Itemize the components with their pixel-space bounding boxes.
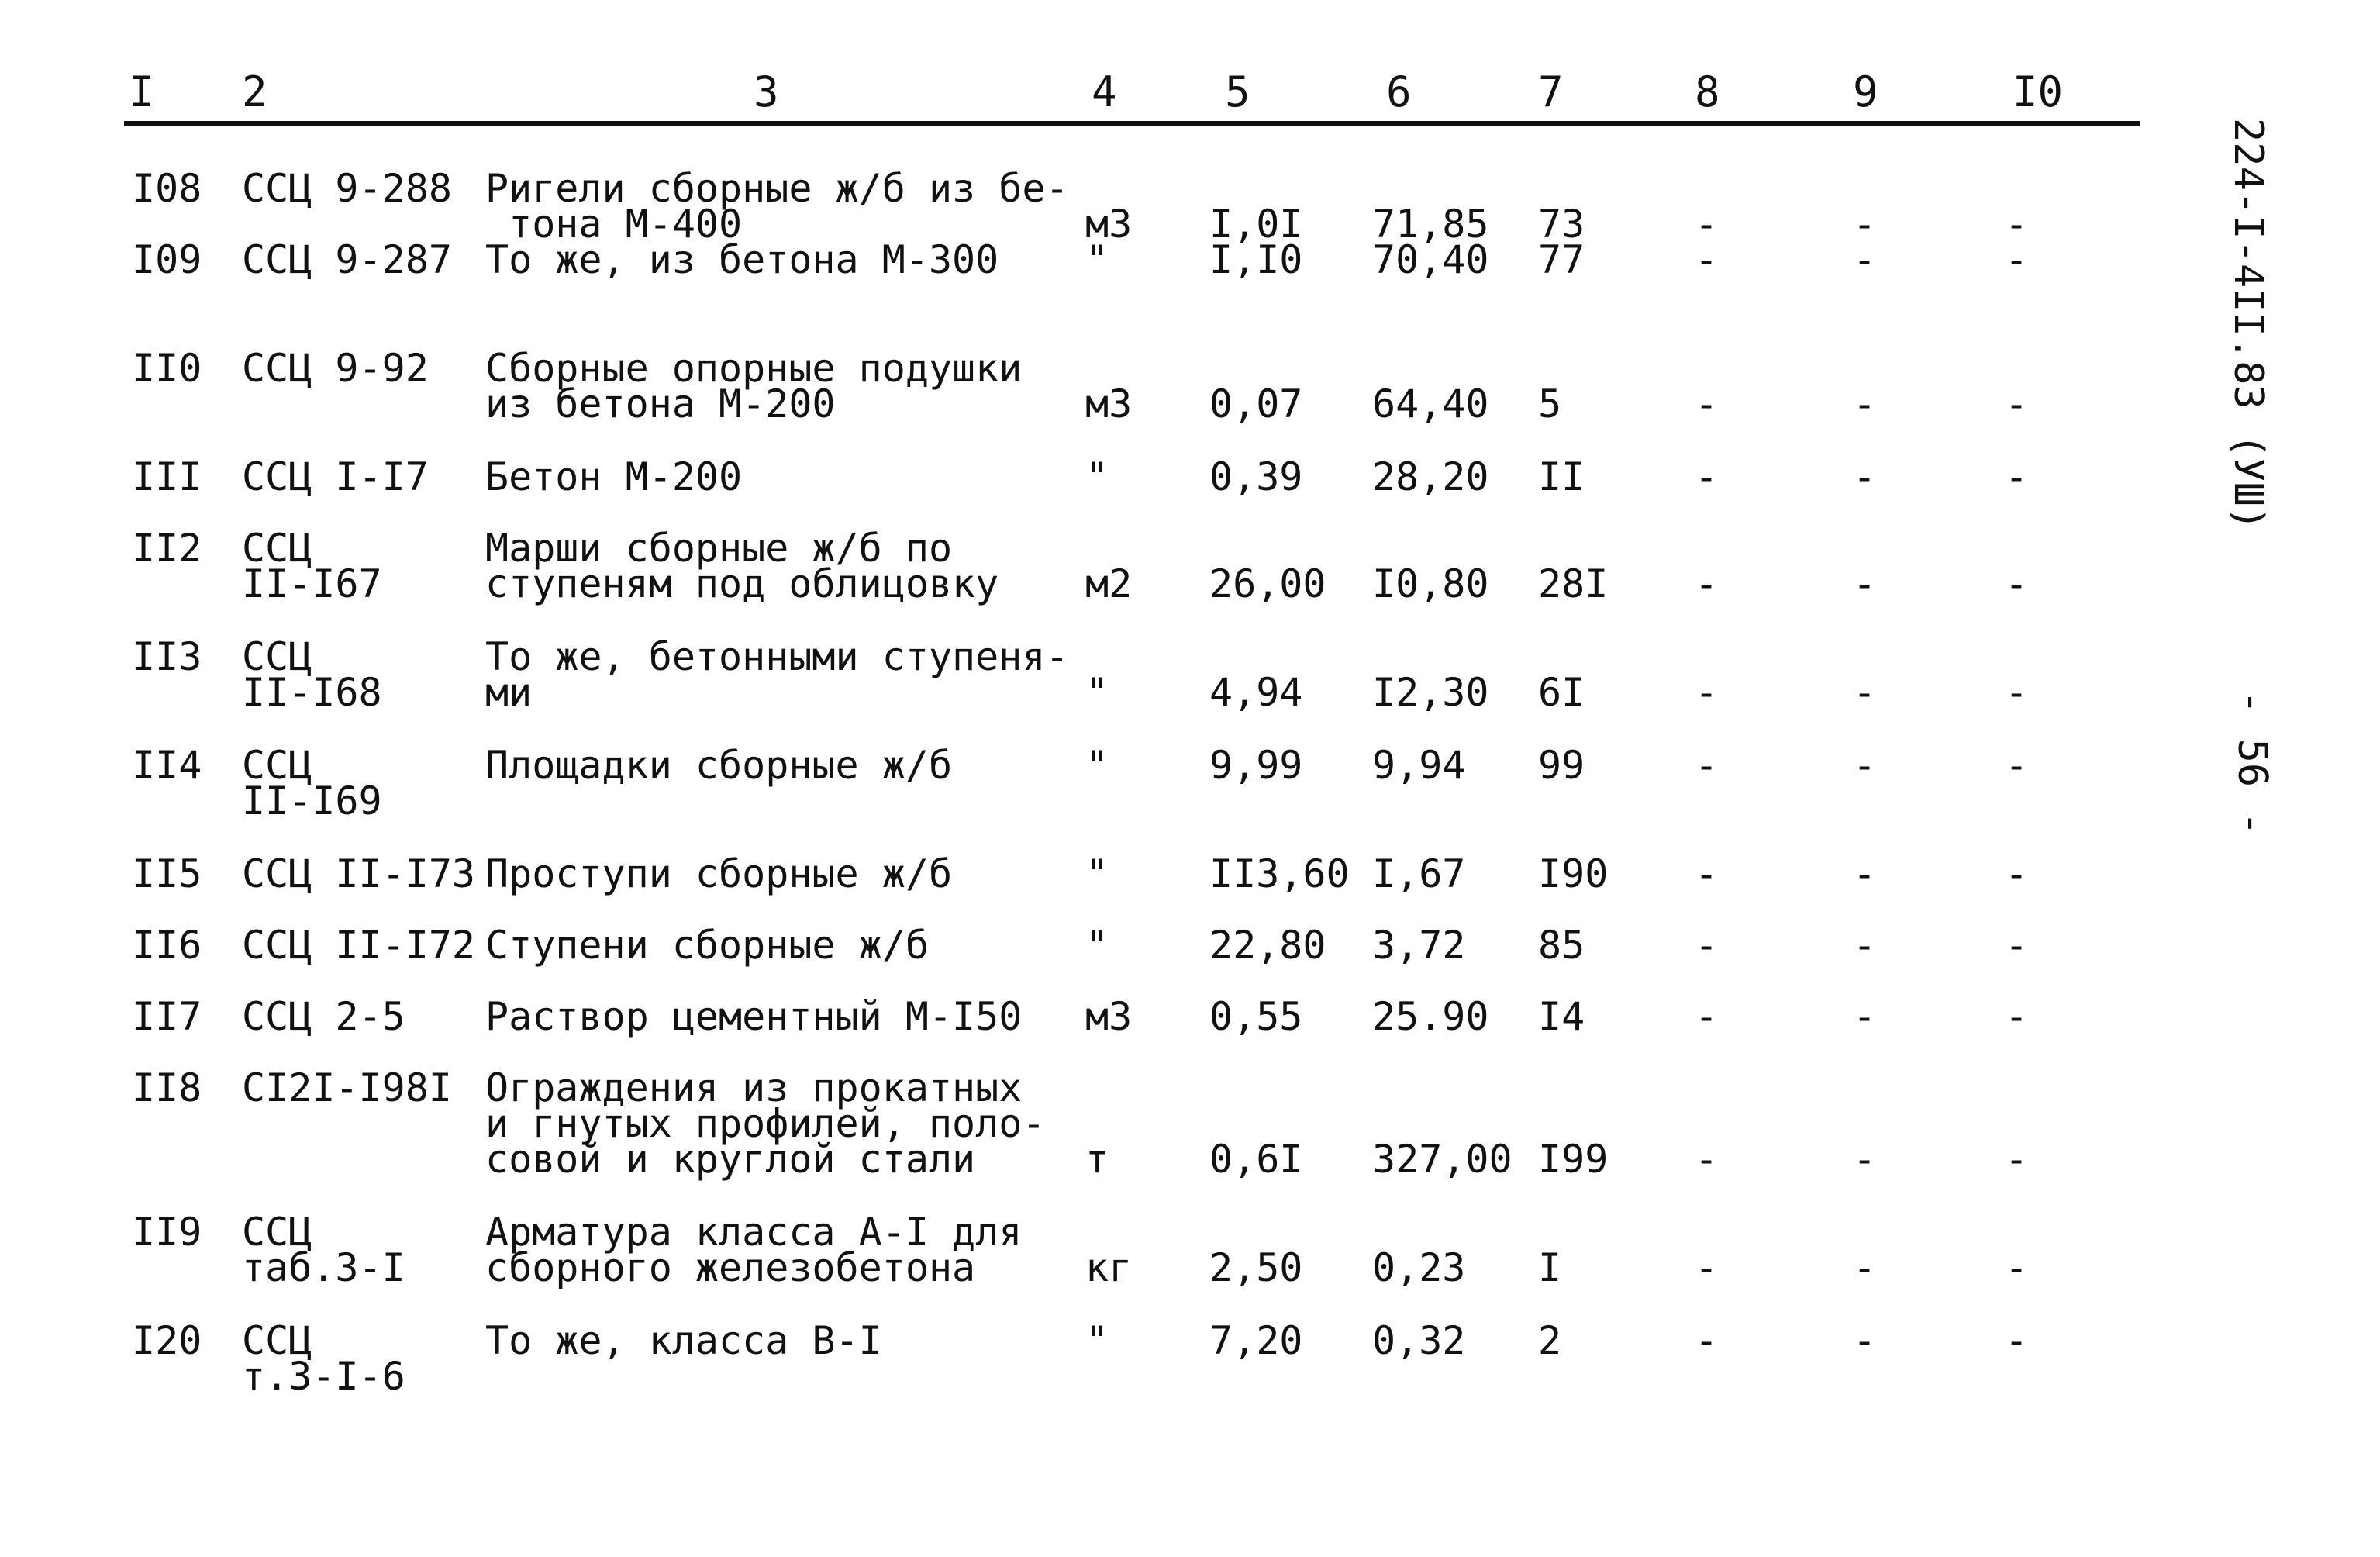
total-cost: 28I [1538,561,1609,606]
column-9: - [1853,923,1877,968]
column-8: - [1695,923,1719,968]
unit-price: 327,00 [1372,1137,1513,1182]
total-cost: I99 [1538,1137,1609,1182]
quantity: 2,50 [1209,1245,1303,1290]
column-9: - [1853,851,1877,896]
row-number: II7 [132,994,202,1039]
total-cost: 85 [1538,923,1585,968]
total-cost: 2 [1538,1318,1562,1363]
column-8: - [1695,743,1719,788]
work-description: Раствор цементный М-I50 [485,994,1023,1039]
row-number: I08 [132,166,202,211]
unit: " [1085,851,1109,896]
work-description: То же, класса В-I [485,1318,882,1363]
work-description: Марши сборные ж/б по ступеням под облицовку [485,526,999,606]
quantity: I,I0 [1209,237,1303,282]
norm-code: ССЦ 2-5 [242,994,405,1039]
norm-code: ССЦ II-I73 [242,851,476,896]
column-header-3: 3 [754,67,779,116]
row-number: I09 [132,237,202,282]
column-10: - [2005,670,2029,715]
unit: " [1085,670,1109,715]
total-cost: II [1538,454,1585,499]
column-header-7: 7 [1538,67,1564,116]
norm-code: ССЦ 9-92 [242,346,429,391]
unit-price: 0,32 [1372,1318,1466,1363]
column-header-9: 9 [1853,67,1878,116]
unit: кг [1085,1245,1133,1290]
norm-code: ССЦ т.3-I-6 [242,1318,405,1399]
quantity: 26,00 [1209,561,1326,606]
work-description: То же, бетонными ступеня- ми [485,634,1069,715]
total-cost: 73 [1538,202,1585,247]
column-10: - [2005,994,2029,1039]
column-8: - [1695,381,1719,426]
page-number: - 56 - [2229,690,2275,836]
total-cost: 6I [1538,670,1585,715]
header-rule [124,121,2140,126]
row-number: III [132,454,202,499]
column-9: - [1853,454,1877,499]
column-8: - [1695,202,1719,247]
column-8: - [1695,561,1719,606]
column-8: - [1695,1137,1719,1182]
unit: м2 [1085,561,1133,606]
unit: " [1085,923,1109,968]
work-description: Арматура класса А-I для сборного железобетона [485,1210,1023,1290]
quantity: 0,55 [1209,994,1303,1039]
column-header-10: I0 [2013,67,2064,116]
norm-code: ССЦ 9-288 [242,166,452,211]
column-8: - [1695,1318,1719,1363]
row-number: II0 [132,346,202,391]
unit: м3 [1085,381,1133,426]
norm-code: ССЦ I-I7 [242,454,429,499]
column-header-8: 8 [1695,67,1720,116]
column-9: - [1853,743,1877,788]
norm-code: ССЦ 9-287 [242,237,452,282]
quantity: 4,94 [1209,670,1303,715]
quantity: I,0I [1209,202,1303,247]
unit: т [1085,1137,1109,1182]
quantity: 22,80 [1209,923,1326,968]
unit-price: 64,40 [1372,381,1489,426]
column-8: - [1695,851,1719,896]
column-8: - [1695,237,1719,282]
unit-price: I2,30 [1372,670,1489,715]
total-cost: 77 [1538,237,1585,282]
work-description: Ступени сборные ж/б [485,923,929,968]
unit-price: I0,80 [1372,561,1489,606]
norm-code: ССЦ II-I68 [242,634,382,715]
total-cost: 99 [1538,743,1585,788]
column-header-4: 4 [1092,67,1117,116]
column-9: - [1853,994,1877,1039]
norm-code: СI2I-I98I [242,1065,452,1110]
row-number: II9 [132,1210,202,1255]
row-number: II2 [132,526,202,571]
column-10: - [2005,381,2029,426]
work-description: То же, из бетона М-300 [485,237,999,282]
unit: " [1085,454,1109,499]
column-8: - [1695,454,1719,499]
work-description: Ригели сборные ж/б из бе- тона М-400 [485,166,1069,247]
unit-price: 28,20 [1372,454,1489,499]
column-8: - [1695,994,1719,1039]
column-header-1: I [129,67,154,116]
work-description: Сборные опорные подушки из бетона М-200 [485,346,1023,426]
quantity: 9,99 [1209,743,1303,788]
norm-code: ССЦ таб.3-I [242,1210,405,1290]
column-8: - [1695,1245,1719,1290]
total-cost: I [1538,1245,1562,1290]
column-9: - [1853,1245,1877,1290]
column-9: - [1853,1318,1877,1363]
unit: " [1085,743,1109,788]
unit: " [1085,237,1109,282]
unit-price: 71,85 [1372,202,1489,247]
column-header-2: 2 [242,67,267,116]
column-10: - [2005,561,2029,606]
unit: м3 [1085,202,1133,247]
work-description: Проступи сборные ж/б [485,851,953,896]
norm-code: ССЦ II-I72 [242,923,476,968]
row-number: II6 [132,923,202,968]
column-10: - [2005,454,2029,499]
row-number: II8 [132,1065,202,1110]
quantity: 7,20 [1209,1318,1303,1363]
work-description: Площадки сборные ж/б [485,743,953,788]
unit-price: 25.90 [1372,994,1489,1039]
work-description: Ограждения из прокатных и гнутых профилей, поло- совой и круглой стали [485,1065,1046,1182]
unit: м3 [1085,994,1133,1039]
column-10: - [2005,1245,2029,1290]
unit-price: 9,94 [1372,743,1466,788]
column-9: - [1853,237,1877,282]
work-description: Бетон М-200 [485,454,743,499]
column-10: - [2005,851,2029,896]
quantity: 0,6I [1209,1137,1303,1182]
column-8: - [1695,670,1719,715]
unit-price: 0,23 [1372,1245,1466,1290]
column-9: - [1853,670,1877,715]
norm-code: ССЦ II-I69 [242,743,382,823]
column-header-5: 5 [1225,67,1250,116]
row-number: II5 [132,851,202,896]
unit-price: 3,72 [1372,923,1466,968]
column-9: - [1853,1137,1877,1182]
unit-price: 70,40 [1372,237,1489,282]
column-9: - [1853,561,1877,606]
row-number: II3 [132,634,202,679]
quantity: 0,39 [1209,454,1303,499]
row-number: I20 [132,1318,202,1363]
column-10: - [2005,923,2029,968]
column-10: - [2005,743,2029,788]
quantity: II3,60 [1209,851,1350,896]
column-10: - [2005,1318,2029,1363]
unit: " [1085,1318,1109,1363]
row-number: II4 [132,743,202,788]
total-cost: I90 [1538,851,1609,896]
column-10: - [2005,1137,2029,1182]
unit-price: I,67 [1372,851,1466,896]
norm-code: ССЦ II-I67 [242,526,382,606]
column-header-6: 6 [1386,67,1412,116]
column-10: - [2005,237,2029,282]
column-9: - [1853,202,1877,247]
quantity: 0,07 [1209,381,1303,426]
total-cost: I4 [1538,994,1585,1039]
total-cost: 5 [1538,381,1562,426]
column-10: - [2005,202,2029,247]
column-9: - [1853,381,1877,426]
document-code: 224-I-4II.83 (УШ) [2225,118,2271,531]
